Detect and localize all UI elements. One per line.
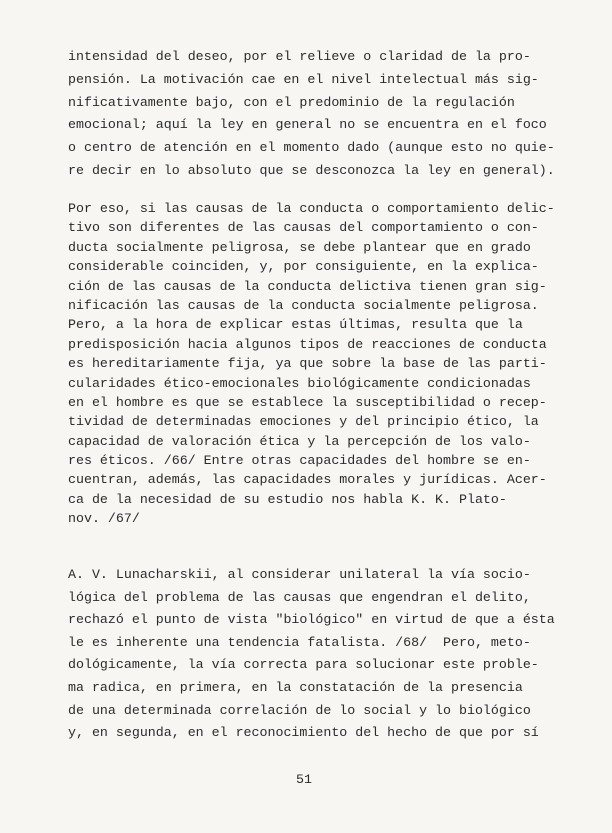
- text-line: ducta socialmente peligrosa, se debe plantear que en grado: [68, 239, 531, 255]
- text-line: considerable coinciden, y, por consiguiente, en la explica-: [68, 259, 539, 275]
- text-line: cuentran, además, las capacidades morales y jurídicas. Acer-: [68, 472, 547, 488]
- text-line: tivo son diferentes de las causas del comportamiento o con-: [68, 220, 539, 236]
- text-line: rechazó el punto de vista "biológico" en virtud de que a ésta: [68, 612, 555, 628]
- text-line: en el hombre es que se establece la susceptibilidad o recep-: [68, 394, 547, 410]
- text-line: ca de la necesidad de su estudio nos habla K. K. Plato-: [68, 491, 507, 507]
- page-number: 51: [296, 772, 312, 787]
- text-line: es hereditariamente fija, ya que sobre la base de las parti-: [68, 356, 547, 372]
- text-line: tividad de determinadas emociones y del principio ético, la: [68, 414, 539, 430]
- text-line: re decir en lo absoluto que se desconozca la ley en general).: [68, 162, 555, 178]
- text-line: capacidad de valoración ética y la percepción de los valo-: [68, 433, 531, 449]
- text-line: le es inherente una tendencia fatalista. /68/ Pero, meto-: [68, 634, 531, 650]
- text-line: nificación las causas de la conducta socialmente peligrosa.: [68, 297, 539, 313]
- text-line: Por eso, si las causas de la conducta o comportamiento delic-: [68, 201, 555, 216]
- text-line: pensión. La motivación cae en el nivel intelectual más sig-: [68, 71, 539, 87]
- paragraph-1: [68, 46, 555, 183]
- text-line: ma radica, en primera, en la constatación de la presencia: [68, 679, 523, 695]
- text-line: cularidades ético-emocionales biológicamente condicionadas: [68, 375, 531, 391]
- text-line: predisposición hacia algunos tipos de reacciones de conducta: [68, 336, 547, 352]
- text-line: Pero, a la hora de explicar estas últimas, resulta que la: [68, 317, 523, 333]
- text-line: emocional; aquí la ley en general no se encuentra en el foco: [68, 117, 547, 133]
- text-line: de una determinada correlación de lo social y lo biológico: [68, 702, 531, 718]
- paragraph-2: [68, 199, 555, 529]
- text-line: A. V. Lunacharskii, al considerar unilateral la vía socio-: [68, 567, 531, 582]
- text-line: o centro de atención en el momento dado (aunque esto no quie-: [68, 140, 555, 156]
- text-line: intensidad del deseo, por el relieve o claridad de la pro-: [68, 49, 531, 64]
- text-line: lógica del problema de las causas que engendran el delito,: [68, 589, 531, 605]
- text-line: nov. /67/: [68, 511, 140, 527]
- text-line: y, en segunda, en el reconocimiento del hecho de que por sí: [68, 725, 539, 741]
- paragraph-3: [68, 564, 555, 745]
- text-line: dológicamente, la vía correcta para solucionar este proble-: [68, 657, 539, 673]
- text-line: nificativamente bajo, con el predominio de la regulación: [68, 94, 515, 110]
- text-line: ción de las causas de la conducta delictiva tienen gran sig-: [68, 278, 547, 294]
- text-line: res éticos. /66/ Entre otras capacidades del hombre se en-: [68, 453, 531, 469]
